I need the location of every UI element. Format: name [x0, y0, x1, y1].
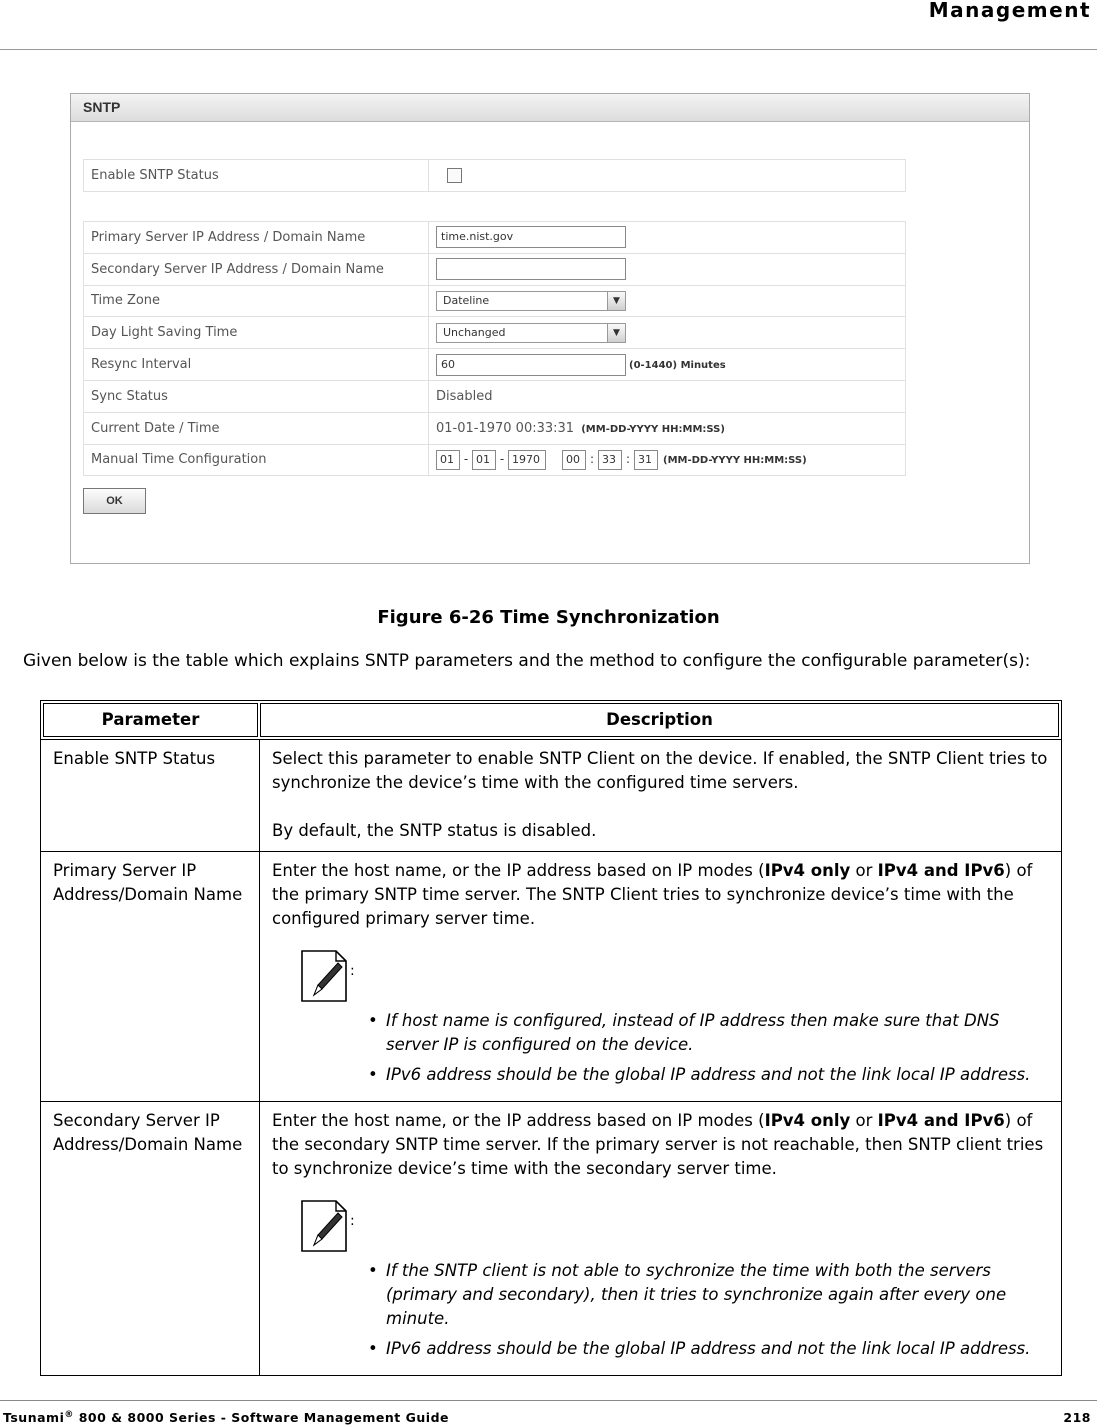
secondary-server-label: Secondary Server IP Address / Domain Name — [84, 253, 429, 285]
table-row — [41, 1101, 1061, 1375]
sntp-panel — [70, 93, 1030, 564]
secondary-server-input[interactable] — [436, 258, 626, 280]
figure-caption: Figure 6-26 Time Synchronization — [377, 607, 720, 628]
list-item: • IPv6 address should be the global IP address and not the link local IP address. — [368, 1063, 1049, 1087]
desc-paragraph: Enter the host name, or the IP address based on IP modes (IPv4 only or IPv4 and IPv6) of the primary SNTP time server. The SNTP Client tries to synchronize device’s time with the configured primary server time. — [272, 861, 1033, 928]
note-colon: : — [350, 963, 355, 979]
current-datetime-label: Current Date / Time — [84, 412, 429, 444]
intro-text: Given below is the table which explains SNTP parameters and the method to configure the configurable parameter(s): — [23, 651, 1031, 671]
desc-paragraph: By default, the SNTP status is disabled. — [272, 821, 597, 840]
chevron-down-icon: ▼ — [607, 292, 625, 310]
resync-interval-hint: (0-1440) Minutes — [629, 360, 726, 372]
note-list — [300, 949, 1049, 1087]
time-zone-value: Dateline — [443, 293, 490, 307]
list-item: • IPv6 address should be the global IP address and not the link local IP address. — [368, 1337, 1049, 1361]
time-zone-select[interactable] — [436, 291, 626, 311]
manual-second-input[interactable]: 31 — [634, 450, 658, 470]
desc-cell — [260, 1102, 1061, 1375]
sync-status-value: Disabled — [429, 380, 906, 412]
current-datetime-hint: (MM-DD-YYYY HH:MM:SS) — [581, 423, 725, 435]
section-title: Management — [928, 0, 1091, 22]
footer-title: Tsunami® 800 & 8000 Series - Software Management Guide — [3, 1410, 450, 1426]
chevron-down-icon: ▼ — [607, 324, 625, 342]
dst-value: Unchanged — [443, 325, 506, 339]
manual-time-label: Manual Time Configuration — [84, 444, 429, 476]
note-block — [272, 949, 1049, 1087]
param-cell: Secondary Server IP Address/Domain Name — [41, 1102, 260, 1375]
manual-time-hint: (MM-DD-YYYY HH:MM:SS) — [663, 455, 807, 467]
page-header — [0, 0, 1097, 50]
time-zone-label: Time Zone — [84, 285, 429, 317]
header-description: Description — [260, 703, 1059, 737]
param-cell: Enable SNTP Status — [41, 740, 260, 851]
header-parameter: Parameter — [43, 703, 258, 737]
enable-table — [83, 159, 906, 192]
enable-sntp-checkbox[interactable] — [447, 168, 462, 183]
current-datetime-value: 01-01-1970 00:33:31 — [436, 420, 575, 436]
primary-server-input[interactable]: time.nist.gov — [436, 226, 626, 248]
note-colon: : — [350, 1213, 355, 1229]
param-cell: Primary Server IP Address/Domain Name — [41, 852, 260, 1101]
enable-sntp-label: Enable SNTP Status — [84, 160, 429, 192]
list-item: • If host name is configured, instead of IP address then make sure that DNS server IP is configured on the device. — [368, 1009, 1049, 1057]
page-footer — [0, 1400, 1097, 1426]
manual-day-input[interactable]: 01 — [472, 450, 496, 470]
note-pencil-icon — [300, 1199, 350, 1253]
manual-hour-input[interactable]: 00 — [562, 450, 586, 470]
sntp-title: SNTP — [71, 94, 1029, 122]
resync-interval-label: Resync Interval — [84, 349, 429, 381]
sntp-config-table: Primary Server IP Address / Domain Name time.nist.gov Secondary Server IP Address / Domain Name Time Zone Dateline ▼ Day Light Saving Time Unchanged ▼ Resync Interval 60 (0-1440) Minutes Sync Status Disabled Current Date / Time 01-01-1970 00:33:31 (MM-DD-YYYY HH:MM:SS) Manual Time Configuration 01 - 01 - 1970 00 : 33 : 31 (MM-DD-YYYY HH:MM:SS) — [83, 221, 906, 476]
sync-status-label: Sync Status — [84, 380, 429, 412]
resync-interval-input[interactable]: 60 — [436, 354, 626, 376]
table-row — [41, 851, 1061, 1101]
page-number: 218 — [1063, 1410, 1091, 1425]
note-block — [272, 1199, 1049, 1361]
manual-minute-input[interactable]: 33 — [598, 450, 622, 470]
manual-year-input[interactable]: 1970 — [508, 450, 546, 470]
desc-paragraph: Select this parameter to enable SNTP Client on the device. If enabled, the SNTP Client tries to synchronize the device’s time with the configured time servers. — [272, 749, 1048, 792]
parameter-table — [40, 700, 1062, 1376]
desc-paragraph: Enter the host name, or the IP address based on IP modes (IPv4 only or IPv4 and IPv6) of the secondary SNTP time server. If the primary server is not reachable, then SNTP client tries to synchronize device’s time with the secondary server time. — [272, 1111, 1044, 1178]
note-list — [300, 1199, 1049, 1361]
note-pencil-icon — [300, 949, 350, 1003]
table-header — [41, 701, 1061, 739]
table-row — [41, 739, 1061, 851]
desc-cell — [260, 740, 1061, 851]
list-item: • If the SNTP client is not able to sychronize the time with both the servers (primary and secondary), then it tries to synchronize again after every one minute. — [368, 1259, 1049, 1331]
primary-server-label: Primary Server IP Address / Domain Name — [84, 222, 429, 254]
dst-select[interactable] — [436, 323, 626, 343]
desc-cell — [260, 852, 1061, 1101]
dst-label: Day Light Saving Time — [84, 317, 429, 349]
manual-month-input[interactable]: 01 — [436, 450, 460, 470]
ok-button[interactable]: OK — [83, 488, 146, 514]
